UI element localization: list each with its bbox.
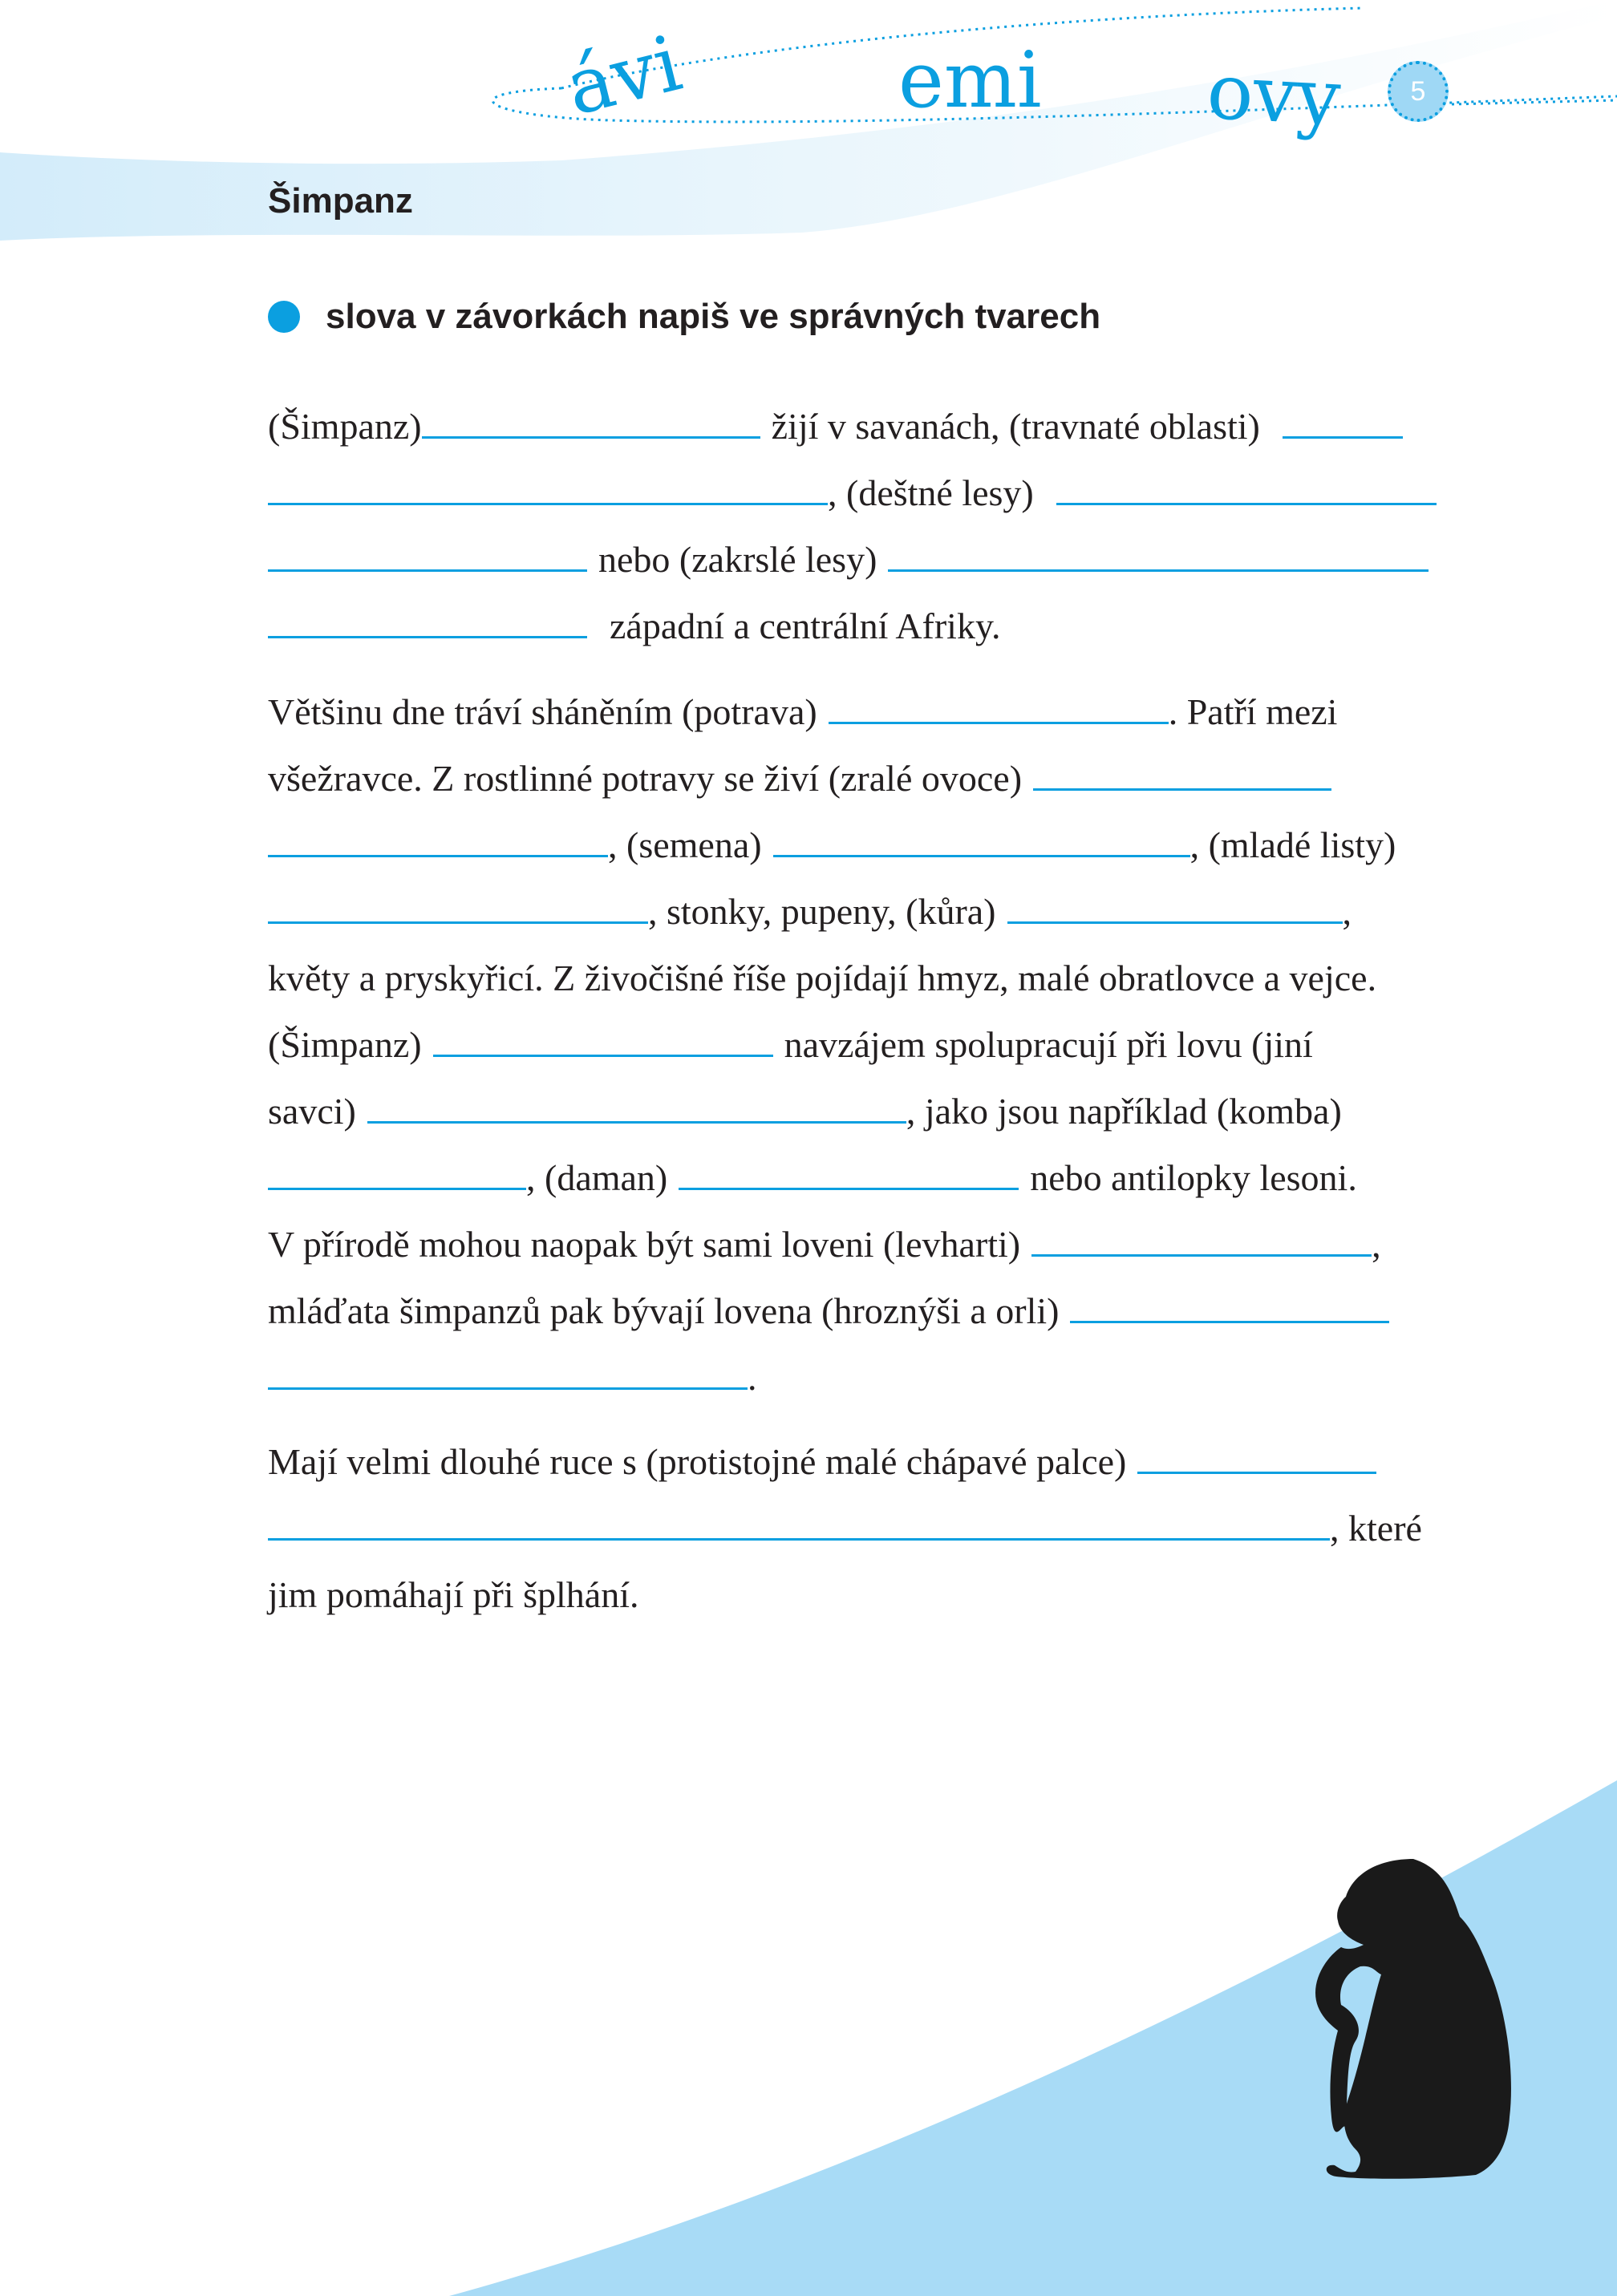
- text-line: [268, 678, 1455, 745]
- answer-blank[interactable]: [888, 534, 1429, 572]
- text-fragment: květy a pryskyřicí. Z živočišné říše pojídají hmyz, malé obratlovce a vejce.: [268, 958, 1377, 998]
- text-fragment: . Patří mezi: [1168, 691, 1338, 732]
- text-line: [268, 1495, 1455, 1561]
- answer-blank[interactable]: [268, 1152, 526, 1190]
- answer-blank[interactable]: [773, 820, 1190, 857]
- task-text: slova v závorkách napiš ve správných tvarech: [326, 297, 1101, 336]
- answer-blank[interactable]: [1031, 1219, 1372, 1257]
- text-fragment: západní a centrální Afriky.: [610, 605, 1001, 646]
- text-line: [268, 593, 1455, 659]
- text-fragment: mláďata šimpanzů pak bývají lovena (hroznýši a orli): [268, 1290, 1060, 1331]
- text-fragment: , (deštné lesy): [828, 472, 1034, 513]
- text-line: [268, 745, 1455, 812]
- answer-blank[interactable]: [268, 1503, 1330, 1541]
- text-line: [268, 393, 1455, 460]
- text-fragment: , (daman): [526, 1157, 668, 1198]
- text-line: [268, 945, 1455, 1011]
- header-word-1: ávi: [557, 18, 690, 133]
- text-line: [268, 1211, 1455, 1278]
- exercise-body: [268, 393, 1455, 1628]
- text-fragment: , stonky, pupeny, (kůra): [648, 891, 996, 932]
- text-line: [268, 1278, 1455, 1344]
- text-fragment: , (semena): [608, 824, 762, 865]
- text-line: [268, 460, 1455, 526]
- circle-bullet-icon: [268, 301, 300, 333]
- answer-blank[interactable]: [268, 820, 608, 857]
- text-fragment: jim pomáhají při šplhání.: [268, 1574, 639, 1615]
- answer-blank[interactable]: [268, 601, 587, 638]
- text-fragment: ,: [1372, 1224, 1381, 1265]
- answer-blank[interactable]: [367, 1086, 906, 1124]
- answer-blank[interactable]: [422, 401, 760, 439]
- answer-blank[interactable]: [1007, 886, 1343, 924]
- header-word-3: ovy: [1205, 46, 1343, 144]
- text-fragment: žijí v savanách, (travnaté oblasti): [771, 406, 1260, 447]
- text-line: [268, 1344, 1455, 1411]
- answer-blank[interactable]: [268, 1352, 748, 1390]
- answer-blank[interactable]: [1283, 401, 1403, 439]
- answer-blank[interactable]: [268, 534, 587, 572]
- answer-blank[interactable]: [1070, 1286, 1389, 1323]
- page-title: Šimpanz: [268, 181, 413, 221]
- answer-blank[interactable]: [829, 686, 1169, 724]
- text-fragment: (Šimpanz): [268, 1024, 422, 1065]
- text-fragment: savci): [268, 1091, 356, 1132]
- text-line: [268, 878, 1455, 945]
- text-line: [268, 1011, 1455, 1078]
- answer-blank[interactable]: [268, 886, 648, 924]
- text-fragment: .: [748, 1357, 757, 1398]
- text-fragment: nebo antilopky lesoni.: [1030, 1157, 1357, 1198]
- page-number: 5: [1388, 61, 1449, 122]
- answer-blank[interactable]: [679, 1152, 1019, 1190]
- text-fragment: nebo (zakrslé lesy): [598, 539, 877, 580]
- header-word-2: emi: [898, 35, 1042, 125]
- text-fragment: navzájem spolupracují při lovu (jiní: [784, 1024, 1313, 1065]
- answer-blank[interactable]: [433, 1019, 773, 1057]
- text-line: [268, 526, 1455, 593]
- text-fragment: ,: [1342, 891, 1352, 932]
- text-fragment: , které: [1330, 1508, 1422, 1549]
- text-line: [268, 812, 1455, 878]
- answer-blank[interactable]: [268, 468, 828, 505]
- answer-blank[interactable]: [1056, 468, 1437, 505]
- text-fragment: (Šimpanz): [268, 406, 422, 447]
- answer-blank[interactable]: [1033, 753, 1331, 791]
- text-fragment: Většinu dne tráví sháněním (potrava): [268, 691, 817, 732]
- text-fragment: Mají velmi dlouhé ruce s (protistojné malé chápavé palce): [268, 1441, 1127, 1482]
- text-fragment: V přírodě mohou naopak být sami loveni (levharti): [268, 1224, 1021, 1265]
- text-line: [268, 1428, 1455, 1495]
- text-fragment: , jako jsou například (komba): [906, 1091, 1342, 1132]
- text-fragment: všežravce. Z rostlinné potravy se živí (zralé ovoce): [268, 758, 1023, 799]
- text-line: [268, 1078, 1455, 1144]
- text-line: [268, 1561, 1455, 1628]
- text-fragment: , (mladé listy): [1189, 824, 1396, 865]
- answer-blank[interactable]: [1137, 1436, 1376, 1474]
- text-line: [268, 1144, 1455, 1211]
- task-instruction: [268, 297, 1100, 337]
